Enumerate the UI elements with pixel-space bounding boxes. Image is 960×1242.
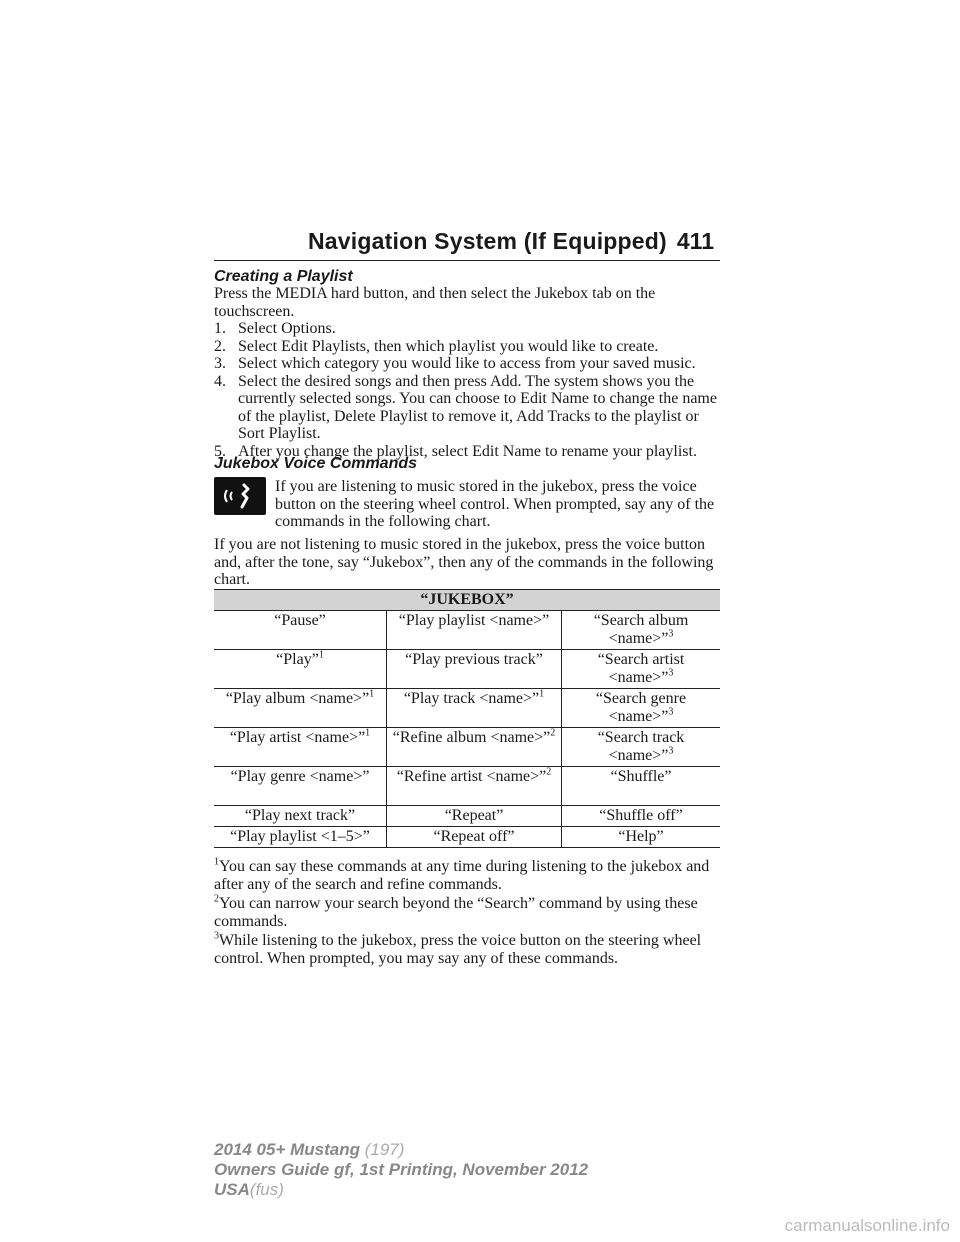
step-number: 3. [214, 355, 226, 372]
jukebox-commands-table [214, 589, 720, 848]
table-cell: “Shuffle off” [562, 806, 721, 827]
table-row [214, 689, 720, 728]
table-cell: “Search genre <name>”$^3$ [562, 689, 721, 728]
table-cell: “Refine album <name>”$^2$ [387, 728, 562, 767]
step-item [214, 320, 720, 338]
table-row [214, 827, 720, 848]
footnote-2: $^2$You can narrow your search beyond the “Search” command by using these commands. [214, 893, 698, 930]
step-number: 2. [214, 337, 226, 355]
table-cell: “Play next track” [214, 806, 387, 827]
table-cell: “Play album <name>”$^1$ [214, 689, 387, 728]
table-cell: “Search album <name>”$^3$ [562, 611, 721, 650]
playlist-heading: Creating a Playlist [214, 268, 353, 285]
footer-region-code: (fus) [249, 1180, 284, 1199]
step-text: Select the desired songs and then press Add. The system shows you the currently selected songs. You can choose to Edit Name to change the name of the playlist, Delete Playlist to remove it, Add Tracks to the playlist or Sort Playlist. [238, 372, 717, 442]
section-title: Navigation System (If Equipped) [308, 228, 667, 254]
footer-code: (197) [364, 1140, 405, 1159]
table-cell: “Pause” [214, 611, 387, 650]
step-item [214, 338, 720, 356]
page-header [214, 226, 720, 261]
table-cell: “Play playlist <1–5>” [214, 827, 387, 848]
table-cell: “Search track <name>”$^3$ [562, 728, 721, 767]
voice-command-icon [214, 477, 266, 515]
table-cell: “Search artist <name>”$^3$ [562, 650, 721, 689]
footnote-1: $^1$You can say these commands at any time during listening to the jukebox and after any of the search and refine commands. [214, 856, 710, 893]
table-row [214, 611, 720, 650]
table-header: “JUKEBOX” [214, 590, 720, 611]
step-text: Select which category you would like to access from your saved music. [238, 355, 696, 372]
playlist-steps [214, 320, 720, 460]
document-footer [214, 1140, 588, 1200]
footer-printing: Owners Guide gf, 1st Printing, November 2012 [214, 1160, 589, 1179]
table-cell: “Repeat” [387, 806, 562, 827]
table-cell: “Help” [562, 827, 721, 848]
step-text: Select Edit Playlists, then which playlist you would like to create. [238, 337, 659, 355]
footnote-3: $^3$While listening to the jukebox, press the voice button on the steering wheel control. When prompted, you may say any of these commands. [214, 930, 702, 967]
table-row [214, 728, 720, 767]
playlist-intro: Press the MEDIA hard button, and then select the Jukebox tab on the touchscreen. [214, 285, 656, 320]
footer-region: USA [214, 1180, 250, 1199]
step-text: Select Options. [238, 320, 336, 337]
table-cell: “Play”$^1$ [214, 650, 387, 689]
step-number: 4. [214, 372, 226, 390]
table-cell: “Refine artist <name>”$^2$ [387, 767, 562, 806]
step-number: 5. [214, 442, 226, 460]
table-cell: “Play previous track” [387, 650, 562, 689]
voice-heading: Jukebox Voice Commands [214, 455, 418, 472]
table-row [214, 650, 720, 689]
table-cell: “Shuffle” [562, 767, 721, 806]
step-text: After you change the playlist, select Edit Name to rename your playlist. [238, 442, 697, 460]
page-number: 411 [676, 228, 714, 254]
table-cell: “Repeat off” [387, 827, 562, 848]
step-number: 1. [214, 320, 226, 337]
table-cell: “Play playlist <name>” [387, 611, 562, 650]
step-item [214, 355, 720, 373]
table-row [214, 767, 720, 806]
table-row [214, 806, 720, 827]
footer-model: 2014 05+ Mustang [214, 1140, 360, 1159]
table-cell: “Play genre <name>” [214, 767, 387, 806]
step-item [214, 373, 720, 443]
table-cell: “Play artist <name>”$^1$ [214, 728, 387, 767]
voice-para-2: If you are not listening to music stored in the jukebox, press the voice button and, after the tone, say “Jukebox”, then any of the commands in the following chart. [214, 536, 714, 588]
watermark: carmanualsonline.info [784, 1216, 950, 1235]
voice-para-1: If you are listening to music stored in the jukebox, press the voice button on the steering wheel control. When prompted, say any of the commands in the following chart. [275, 478, 715, 530]
table-cell: “Play track <name>”$^1$ [387, 689, 562, 728]
